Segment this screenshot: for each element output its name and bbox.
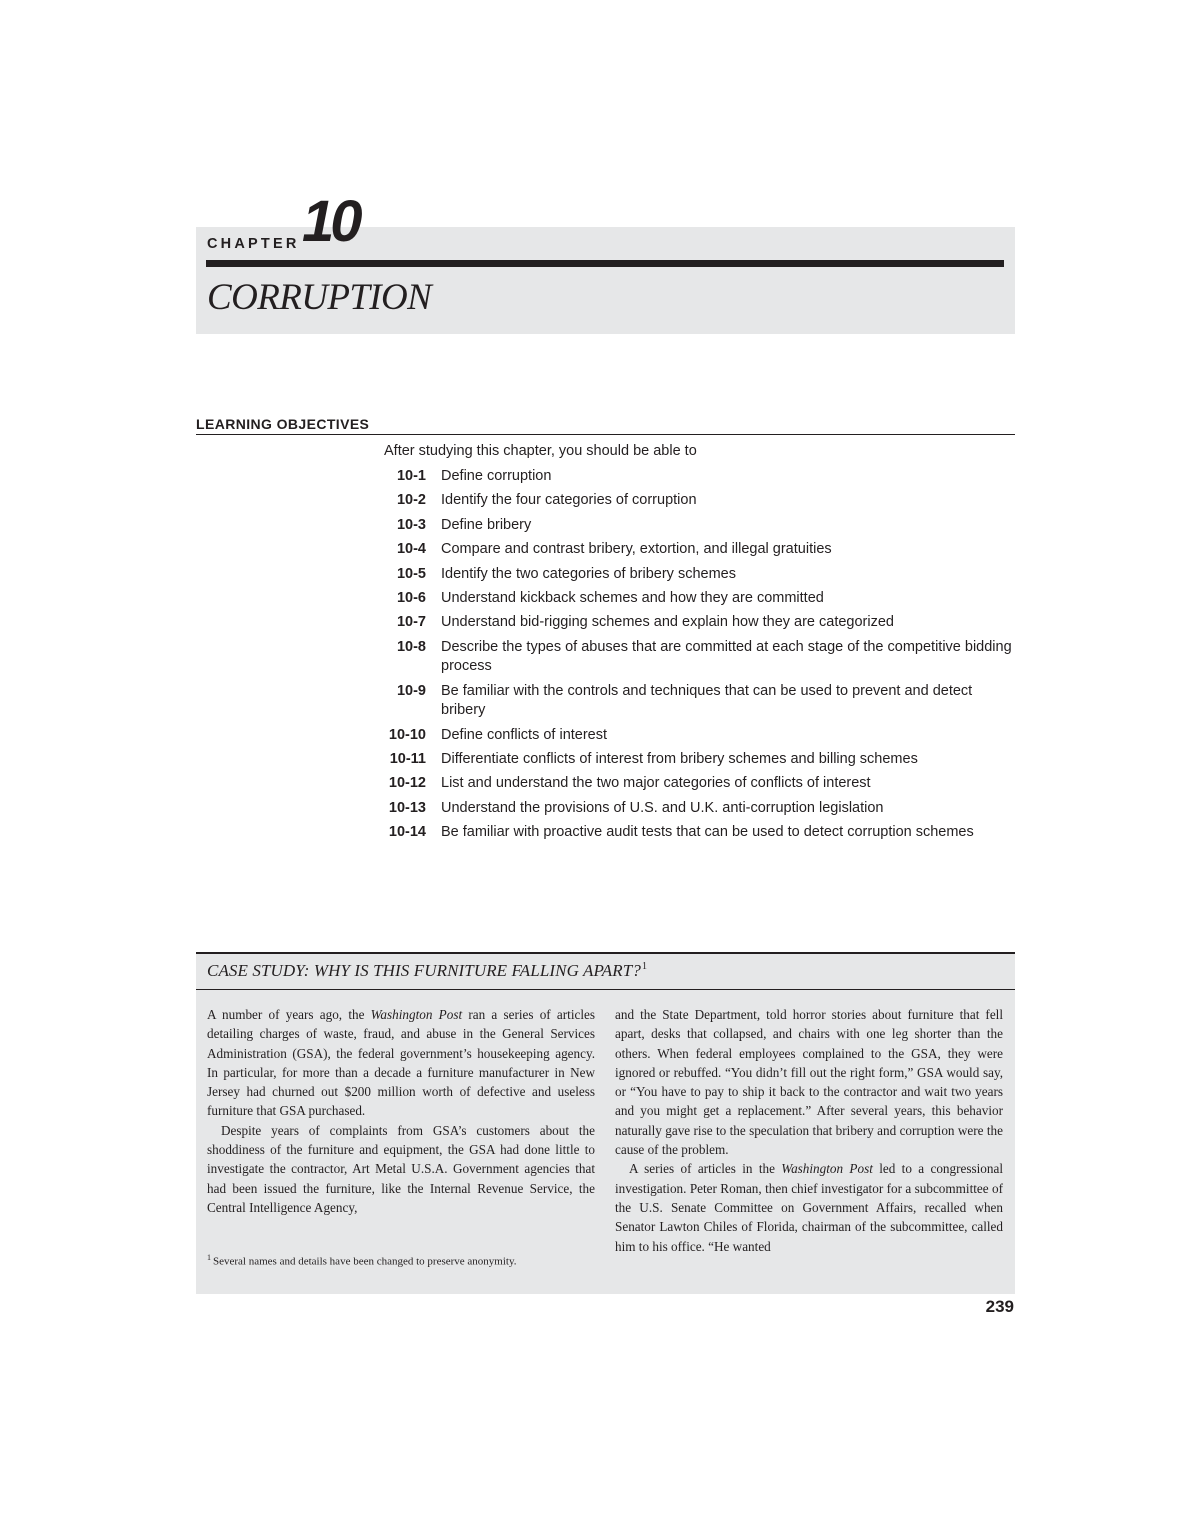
objective-number: 10-14 [388, 824, 426, 841]
learning-objective-item [372, 638, 1017, 677]
learning-objective-item [372, 516, 1017, 536]
learning-objectives-rule [196, 434, 1015, 435]
chapter-rule [206, 260, 1004, 267]
objective-text: Describe the types of abuses that are committed at each stage of the competitive bidding process [441, 638, 1012, 675]
objective-text: Define bribery [441, 516, 532, 533]
learning-objective-item [372, 589, 1017, 609]
objective-number: 10-9 [396, 682, 426, 699]
publication-name: Washington Post [370, 1007, 463, 1022]
case-study-box [196, 952, 1015, 1294]
learning-objective-item [372, 799, 1017, 819]
learning-objective-item [372, 774, 1017, 794]
learning-objective-item [372, 540, 1017, 560]
objective-text: Be familiar with proactive audit tests that can be used to detect corruption schemes [441, 824, 974, 841]
learning-objective-item [372, 726, 1017, 746]
objective-text: Identify the four categories of corruption [441, 492, 697, 509]
objective-text: Understand the provisions of U.S. and U.K. anti-corruption legislation [441, 799, 884, 816]
learning-objective-item [372, 467, 1017, 487]
case-study-paragraph [207, 1005, 595, 1121]
case-study-title-text: CASE STUDY: WHY IS THIS FURNITURE FALLING APART? [207, 961, 641, 980]
objective-number: 10-4 [396, 541, 426, 558]
objective-text: Understand kickback schemes and how they are committed [441, 589, 824, 606]
objective-number: 10-7 [396, 614, 426, 631]
case-study-paragraph: Despite years of complaints from GSA’s customers about the shoddiness of the furniture and equipment, the GSA had done little to investigate the contractor, Art Metal U.S.A. Government agencies that had been issued the furniture, like the Internal Revenue Service, the Central Intelligence Agency, [207, 1122, 595, 1215]
objective-text: List and understand the two major categories of conflicts of interest [441, 775, 871, 792]
case-study-left-column [207, 1005, 595, 1217]
objective-number: 10-12 [388, 775, 426, 792]
objective-text: Compare and contrast bribery, extortion, and illegal gratuities [441, 541, 832, 558]
case-study-title-footnote-mark: 1 [641, 961, 648, 973]
objective-text: Understand bid-rigging schemes and explain how they are categorized [441, 614, 894, 631]
page-number: 239 [985, 1297, 1014, 1316]
case-study-right-column [615, 1005, 1003, 1256]
chapter-label: CHAPTER [207, 236, 300, 252]
case-study-footnote [207, 1253, 597, 1268]
objective-text: Identify the two categories of bribery schemes [441, 565, 736, 582]
publication-name: Washington Post [781, 1161, 873, 1177]
objective-number: 10-6 [396, 589, 426, 606]
learning-objective-item [372, 682, 1017, 721]
case-study-text: led to a congressional investigation. Peter Roman, then chief investigator for a subcommittee of the U.S. Senate Committee on Government Affairs, recalled when Senator Lawton Chiles of Florida, chairman of the subcommittee, called him to his office. “He wanted [615, 1161, 1003, 1254]
case-study-paragraph: and the State Department, told horror stories about furniture that fell apart, desks that collapsed, and chairs with one leg shorter than the others. When federal employees complained to the GSA, they were ignored or rebuffed. “You didn’t fill out the right form,” GSA would say, or “You have to pay to ship it back to the contractor and wait two years and you might get a replacement.” After several years, this behavior naturally gave rise to the speculation that bribery and corruption were the cause of the problem. [615, 1007, 1003, 1158]
case-study-paragraph [615, 1159, 1003, 1255]
case-study-title [207, 961, 647, 981]
learning-objectives-list [372, 467, 1017, 847]
footnote-text: Several names and details have been changed to preserve anonymity. [213, 1255, 517, 1268]
case-study-top-rule [196, 952, 1015, 954]
objective-text: Differentiate conflicts of interest from bribery schemes and billing schemes [441, 750, 918, 767]
learning-objective-item [372, 750, 1017, 770]
learning-objectives-intro: After studying this chapter, you should be able to [384, 443, 697, 459]
learning-objective-item [372, 823, 1017, 843]
objective-number: 10-13 [388, 799, 426, 816]
objective-text: Define corruption [441, 468, 552, 484]
chapter-title: CORRUPTION [207, 277, 432, 318]
objective-number: 10-3 [396, 516, 426, 533]
objective-number: 10-2 [396, 492, 426, 509]
case-study-title-rule [196, 989, 1015, 990]
learning-objective-item [372, 565, 1017, 585]
case-study-text: A series of articles in the [629, 1161, 782, 1177]
learning-objective-item [372, 491, 1017, 511]
case-study-text: ran a series of articles detailing charges of waste, fraud, and abuse in the General Services Administration (GSA), the federal government’s housekeeping agency. In particular, for more than a decade a furniture manufacturer in New Jersey had churned out $200 million worth of defective and useless furniture that GSA purchased. [207, 1007, 595, 1119]
footnote-mark: 1 [207, 1253, 211, 1262]
objective-number: 10-10 [388, 726, 426, 743]
learning-objectives-heading: LEARNING OBJECTIVES [196, 416, 370, 432]
objective-number: 10-8 [396, 638, 426, 655]
objective-text: Define conflicts of interest [441, 726, 608, 743]
objective-number: 10-5 [396, 565, 426, 582]
chapter-number: 10 [302, 189, 359, 254]
objective-number: 10-1 [396, 468, 426, 484]
learning-objective-item [372, 613, 1017, 633]
objective-number: 10-11 [389, 750, 426, 767]
case-study-text: A number of years ago, the [207, 1007, 371, 1022]
objective-text: Be familiar with the controls and techniques that can be used to prevent and detect bribery [441, 682, 973, 719]
